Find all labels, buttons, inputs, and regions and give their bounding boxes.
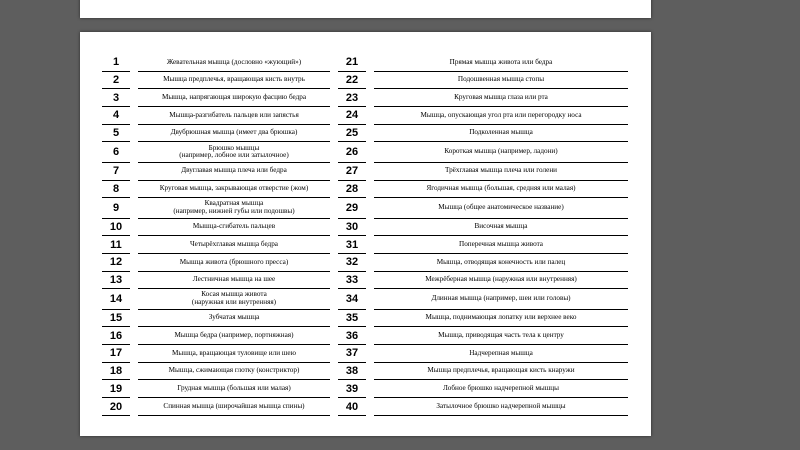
row-number: 23 xyxy=(338,89,366,107)
table-row xyxy=(338,181,628,199)
table-row xyxy=(102,272,330,290)
row-number: 22 xyxy=(338,72,366,90)
table-row xyxy=(338,380,628,398)
row-number: 31 xyxy=(338,236,366,254)
row-description: Квадратная мышца (например, нижней губы или подошвы) xyxy=(138,198,330,218)
table-row xyxy=(102,236,330,254)
left-column xyxy=(102,54,330,416)
row-description: Четырёхглавая мышца бедра xyxy=(138,236,330,254)
row-description: Мышца предплечья, вращающая кисть кнаружи xyxy=(374,363,628,381)
row-number: 37 xyxy=(338,345,366,363)
row-number: 29 xyxy=(338,198,366,218)
row-number: 6 xyxy=(102,142,130,162)
row-number: 28 xyxy=(338,181,366,199)
row-number: 19 xyxy=(102,380,130,398)
table-row xyxy=(102,380,330,398)
row-description: Мышца, поднимающая лопатку или верхнее веко xyxy=(374,310,628,328)
row-description: Спинная мышца (широчайшая мышца спины) xyxy=(138,398,330,416)
row-description: Круговая мышца, закрывающая отверстие (жом) xyxy=(138,181,330,199)
row-number: 8 xyxy=(102,181,130,199)
row-number: 14 xyxy=(102,289,130,309)
row-description: Жевательная мышца (дословно «жующий») xyxy=(138,54,330,72)
row-number: 40 xyxy=(338,398,366,416)
table-row xyxy=(102,219,330,237)
table-row xyxy=(338,272,628,290)
table-row xyxy=(338,219,628,237)
table-row xyxy=(338,327,628,345)
table-row xyxy=(338,107,628,125)
row-description: Трёхглавая мышца плеча или голени xyxy=(374,163,628,181)
row-number: 38 xyxy=(338,363,366,381)
table-row xyxy=(338,125,628,143)
table-row xyxy=(338,398,628,416)
table-row xyxy=(338,289,628,309)
table-row xyxy=(102,163,330,181)
row-number: 11 xyxy=(102,236,130,254)
table-row xyxy=(102,125,330,143)
table-row xyxy=(102,327,330,345)
row-description: Подколенная мышца xyxy=(374,125,628,143)
row-number: 36 xyxy=(338,327,366,345)
table-row xyxy=(102,89,330,107)
table-row xyxy=(338,236,628,254)
row-number: 15 xyxy=(102,310,130,328)
row-number: 1 xyxy=(102,54,130,72)
row-description: Мышца, сжимающая глотку (констриктор) xyxy=(138,363,330,381)
row-number: 24 xyxy=(338,107,366,125)
row-number: 12 xyxy=(102,254,130,272)
row-number: 7 xyxy=(102,163,130,181)
row-description: Поперечная мышца живота xyxy=(374,236,628,254)
table-row xyxy=(338,363,628,381)
table-row xyxy=(102,254,330,272)
row-number: 4 xyxy=(102,107,130,125)
row-description: Зубчатая мышца xyxy=(138,310,330,328)
table-row xyxy=(102,142,330,162)
row-description: Грудная мышца (большая или малая) xyxy=(138,380,330,398)
row-description: Мышца бедра (например, портняжная) xyxy=(138,327,330,345)
table-row xyxy=(102,310,330,328)
row-description: Лобное брюшко надчерепной мышцы xyxy=(374,380,628,398)
row-number: 2 xyxy=(102,72,130,90)
table-row xyxy=(338,163,628,181)
row-description: Межрёберная мышца (наружная или внутренняя) xyxy=(374,272,628,290)
table-row xyxy=(102,345,330,363)
table-row xyxy=(102,398,330,416)
table-row xyxy=(338,54,628,72)
table-row xyxy=(338,345,628,363)
row-number: 9 xyxy=(102,198,130,218)
table-row xyxy=(102,198,330,218)
row-number: 33 xyxy=(338,272,366,290)
table-row xyxy=(338,142,628,162)
row-description: Мышца, вращающая туловище или шею xyxy=(138,345,330,363)
row-number: 10 xyxy=(102,219,130,237)
row-description: Затылочное брюшко надчерепной мышцы xyxy=(374,398,628,416)
row-description: Косая мышца живота (наружная или внутренняя) xyxy=(138,289,330,309)
table-row xyxy=(102,289,330,309)
row-description: Лестничная мышца на шее xyxy=(138,272,330,290)
table-row xyxy=(338,198,628,218)
row-description: Мышца предплечья, вращающая кисть внутрь xyxy=(138,72,330,90)
row-description: Длинная мышца (например, шеи или головы) xyxy=(374,289,628,309)
row-description: Ягодичная мышца (большая, средняя или малая) xyxy=(374,181,628,199)
row-description: Короткая мышца (например, ладони) xyxy=(374,142,628,162)
row-description: Надчерепная мышца xyxy=(374,345,628,363)
row-description: Прямая мышца живота или бедра xyxy=(374,54,628,72)
row-description: Височная мышца xyxy=(374,219,628,237)
row-number: 34 xyxy=(338,289,366,309)
row-number: 39 xyxy=(338,380,366,398)
row-number: 13 xyxy=(102,272,130,290)
row-number: 25 xyxy=(338,125,366,143)
row-description: Мышца-сгибатель пальцев xyxy=(138,219,330,237)
row-description: Мышца, приводящая часть тела к центру xyxy=(374,327,628,345)
right-column xyxy=(338,54,628,416)
row-number: 27 xyxy=(338,163,366,181)
table-row xyxy=(102,72,330,90)
row-number: 5 xyxy=(102,125,130,143)
table-row xyxy=(338,310,628,328)
row-description: Мышца, отводящая конечность или палец xyxy=(374,254,628,272)
table-row xyxy=(102,54,330,72)
table-row xyxy=(102,363,330,381)
row-number: 17 xyxy=(102,345,130,363)
row-description: Двубрюшная мышца (имеет два брюшка) xyxy=(138,125,330,143)
row-number: 21 xyxy=(338,54,366,72)
previous-page xyxy=(80,0,651,18)
row-number: 35 xyxy=(338,310,366,328)
row-description: Двуглавая мышца плеча или бедра xyxy=(138,163,330,181)
table-row xyxy=(338,72,628,90)
row-description: Мышца, опускающая угол рта или перегородку носа xyxy=(374,107,628,125)
row-description: Мышца-разгибатель пальцев или запястья xyxy=(138,107,330,125)
table-row xyxy=(338,254,628,272)
row-description: Брюшко мышцы (например, лобное или затылочное) xyxy=(138,142,330,162)
table-row xyxy=(102,181,330,199)
row-description: Мышца, напрягающая широкую фасцию бедра xyxy=(138,89,330,107)
row-number: 18 xyxy=(102,363,130,381)
row-number: 26 xyxy=(338,142,366,162)
table-row xyxy=(102,107,330,125)
row-number: 20 xyxy=(102,398,130,416)
row-description: Подошвенная мышца стопы xyxy=(374,72,628,90)
row-number: 16 xyxy=(102,327,130,345)
document-page xyxy=(80,32,651,436)
row-number: 32 xyxy=(338,254,366,272)
row-description: Круговая мышца глаза или рта xyxy=(374,89,628,107)
table-row xyxy=(338,89,628,107)
row-description: Мышца живота (брюшного пресса) xyxy=(138,254,330,272)
row-description: Мышца (общее анатомическое название) xyxy=(374,198,628,218)
row-number: 30 xyxy=(338,219,366,237)
row-number: 3 xyxy=(102,89,130,107)
